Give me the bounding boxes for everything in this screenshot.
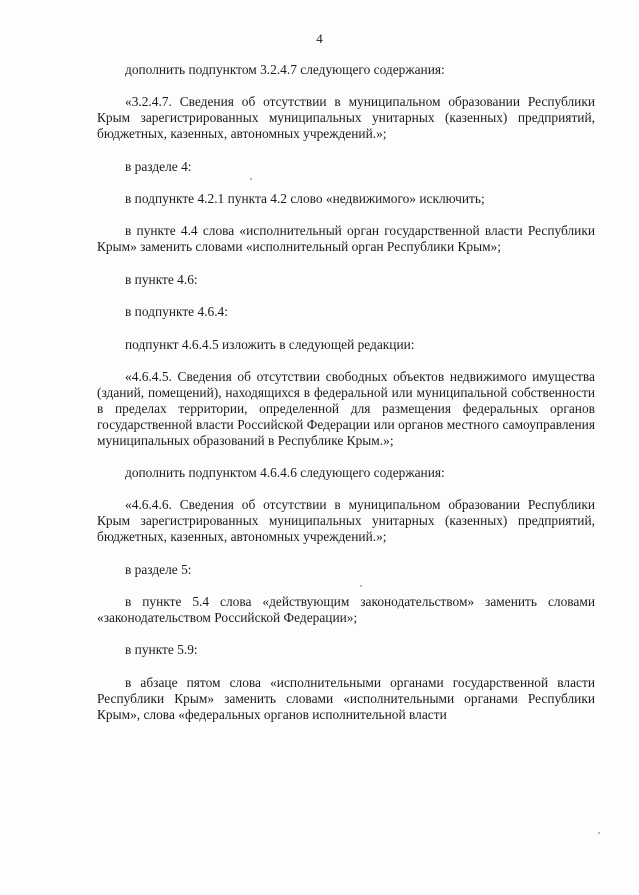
paragraph: «4.6.4.6. Сведения об отсутствии в муниципальном образовании Республики Крым зарегистрированных муниципальных унитарных (казенных) предприятий, бюджетных, казенных, автономных учреждений.»;: [97, 497, 595, 545]
page-number: 4: [316, 31, 323, 46]
paragraph: в разделе 4:: [125, 158, 192, 174]
document-body: [97, 62, 595, 739]
paragraph: подпункт 4.6.4.5 изложить в следующей редакции:: [125, 336, 415, 352]
paragraph: в пункте 4.4 слова «исполнительный орган государственной власти Республики Крым» заменить словами «исполнительный орган Республики Крым»;: [97, 223, 595, 255]
paragraph: дополнить подпунктом 4.6.4.6 следующего содержания:: [125, 465, 445, 480]
scan-speck: [598, 832, 600, 834]
paragraph: в пункте 5.9:: [125, 642, 198, 658]
paragraph: «4.6.4.5. Сведения об отсутствии свободных объектов недвижимого имущества (зданий, помещений), находящихся в федеральной или муниципальной собственности в пределах территории, определенной для размещения федеральных органов государственной власти Российской Федерации или органов местного самоуправления муниципальных образований в Республике Крым.»;: [97, 368, 595, 448]
paragraph: в абзаце пятом слова «исполнительными органами государственной власти Республики Крым» заменить словами «исполнительными органами Республики Крым», слова «федеральных органов исполнительной власти: [97, 674, 595, 722]
paragraph: дополнить подпунктом 3.2.4.7 следующего содержания:: [125, 62, 445, 77]
paragraph: в пункте 5.4 слова «действующим законодательством» заменить словами «законодательством Российской Федерации»;: [97, 594, 595, 625]
paragraph: в разделе 5:: [125, 561, 192, 577]
scan-speck: [250, 178, 252, 180]
paragraph: «3.2.4.7. Сведения об отсутствии в муниципальном образовании Республики Крым зарегистрированных муниципальных унитарных (казенных) предприятий, бюджетных, казенных, автономных учреждений.»;: [97, 94, 595, 142]
scan-speck: [360, 585, 362, 587]
paragraph: в пункте 4.6:: [125, 271, 198, 287]
paragraph: в подпункте 4.6.4:: [125, 304, 228, 320]
paragraph: в подпункте 4.2.1 пункта 4.2 слово «недвижимого» исключить;: [125, 191, 485, 207]
